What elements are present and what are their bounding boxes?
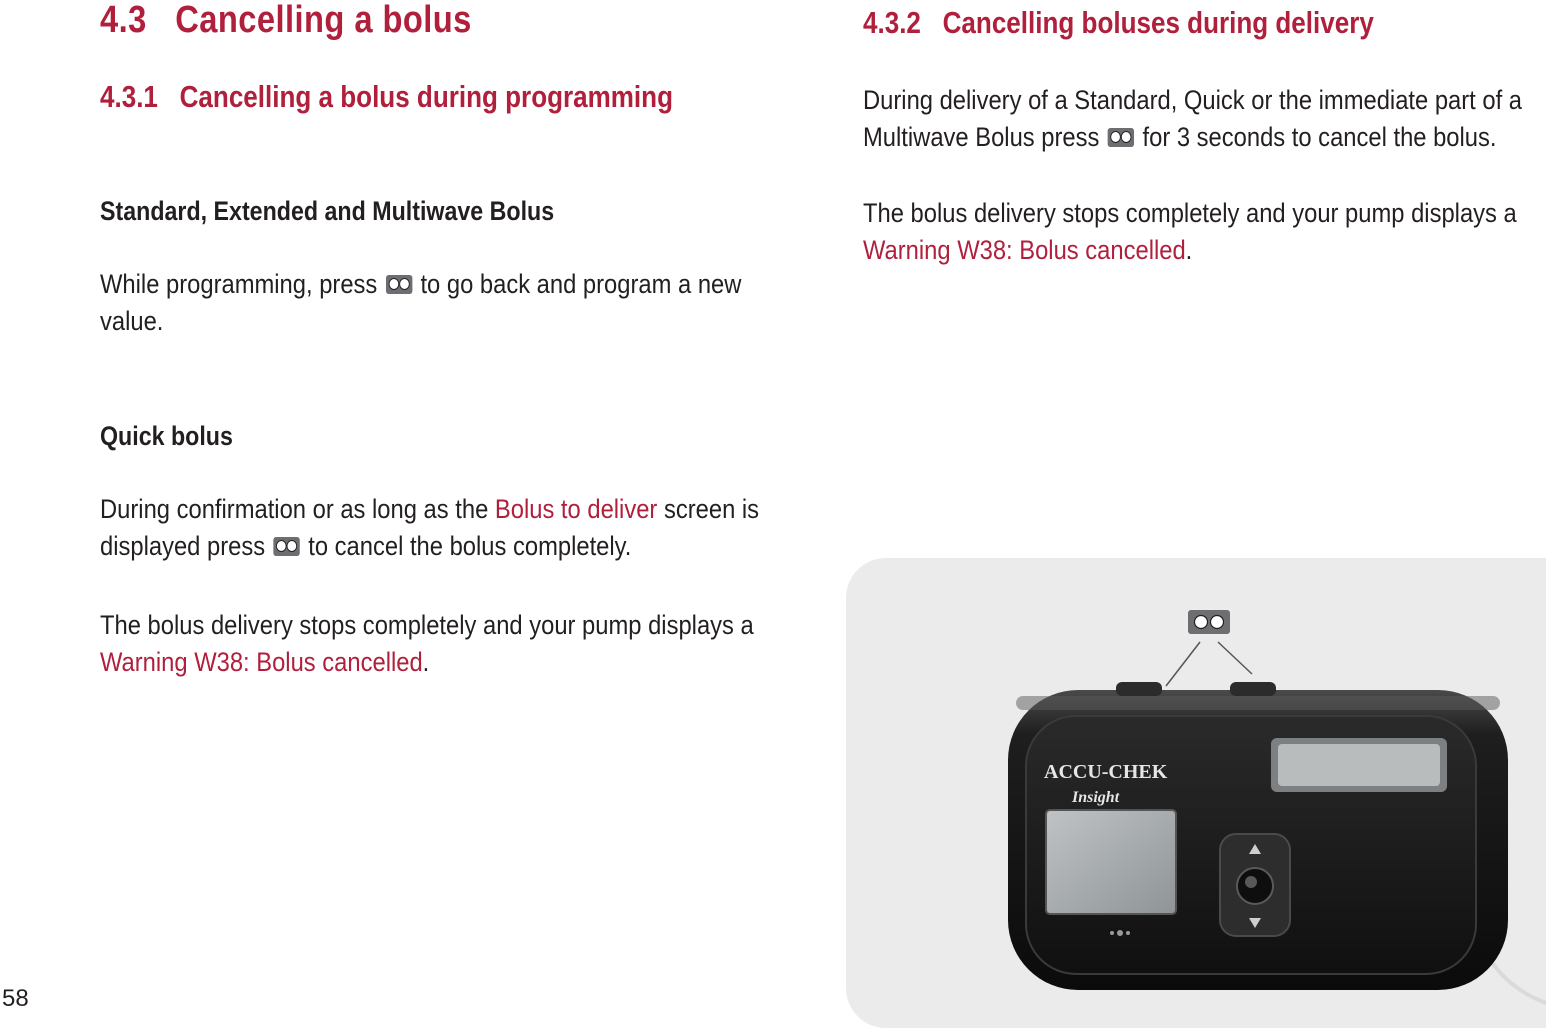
paragraph-warning-left — [100, 607, 754, 681]
page-number: 58 — [2, 985, 29, 1012]
cancel-button-icon — [386, 275, 412, 294]
subsection-number: 4.3.1 — [100, 79, 158, 114]
subsection-title-delivery — [863, 5, 1374, 41]
warning-w38-text: Warning W38: Bolus cancelled — [863, 235, 1186, 265]
warning-w38-text: Warning W38: Bolus cancelled — [100, 647, 423, 677]
model-logo-text: Insight — [1072, 789, 1120, 806]
callout-cancel-button-icon — [1166, 610, 1252, 686]
section-title — [100, 0, 472, 40]
heading-standard-extended-multiwave: Standard, Extended and Multiwave Bolus — [100, 196, 555, 226]
subsection-title-text: Cancelling boluses during delivery — [942, 5, 1374, 40]
section-number: 4.3 — [100, 0, 147, 41]
paragraph-line: During delivery of a Standard, Quick or the immediate part of a — [863, 85, 1523, 115]
subsection-number: 4.3.2 — [863, 5, 921, 40]
paragraph-line: The bolus delivery stops completely and your pump displays a — [100, 610, 754, 640]
paragraph-quick-bolus — [100, 491, 759, 565]
section-title-text: Cancelling a bolus — [175, 0, 472, 41]
paragraph-line: While programming, press to go back and program a new — [100, 269, 742, 299]
paragraph-line: displayed press to cancel the bolus completely. — [100, 531, 632, 561]
subsection-title-programming — [100, 79, 673, 115]
heading-quick-bolus: Quick bolus — [100, 421, 233, 451]
paragraph-line: value. — [100, 306, 164, 336]
paragraph-warning-right — [863, 195, 1517, 269]
paragraph-programming — [100, 266, 741, 340]
paragraph-delivery — [863, 82, 1522, 156]
paragraph-line: Multiwave Bolus press for 3 seconds to cancel the bolus. — [863, 122, 1497, 152]
paragraph-line: During confirmation or as long as the Bolus to deliver screen is — [100, 494, 760, 524]
paragraph-line: Warning W38: Bolus cancelled. — [863, 235, 1193, 265]
insulin-pump-device — [1008, 682, 1508, 990]
brand-logo-text: ACCU-CHEK — [1044, 761, 1168, 783]
paragraph-line: The bolus delivery stops completely and your pump displays a — [863, 198, 1517, 228]
cancel-button-icon — [273, 537, 299, 556]
bolus-to-deliver-link: Bolus to deliver — [494, 494, 658, 524]
paragraph-line: Warning W38: Bolus cancelled. — [100, 647, 430, 677]
pump-illustration — [846, 558, 1546, 1009]
subsection-title-text: Cancelling a bolus during programming — [179, 79, 673, 114]
cancel-button-icon — [1108, 128, 1134, 147]
